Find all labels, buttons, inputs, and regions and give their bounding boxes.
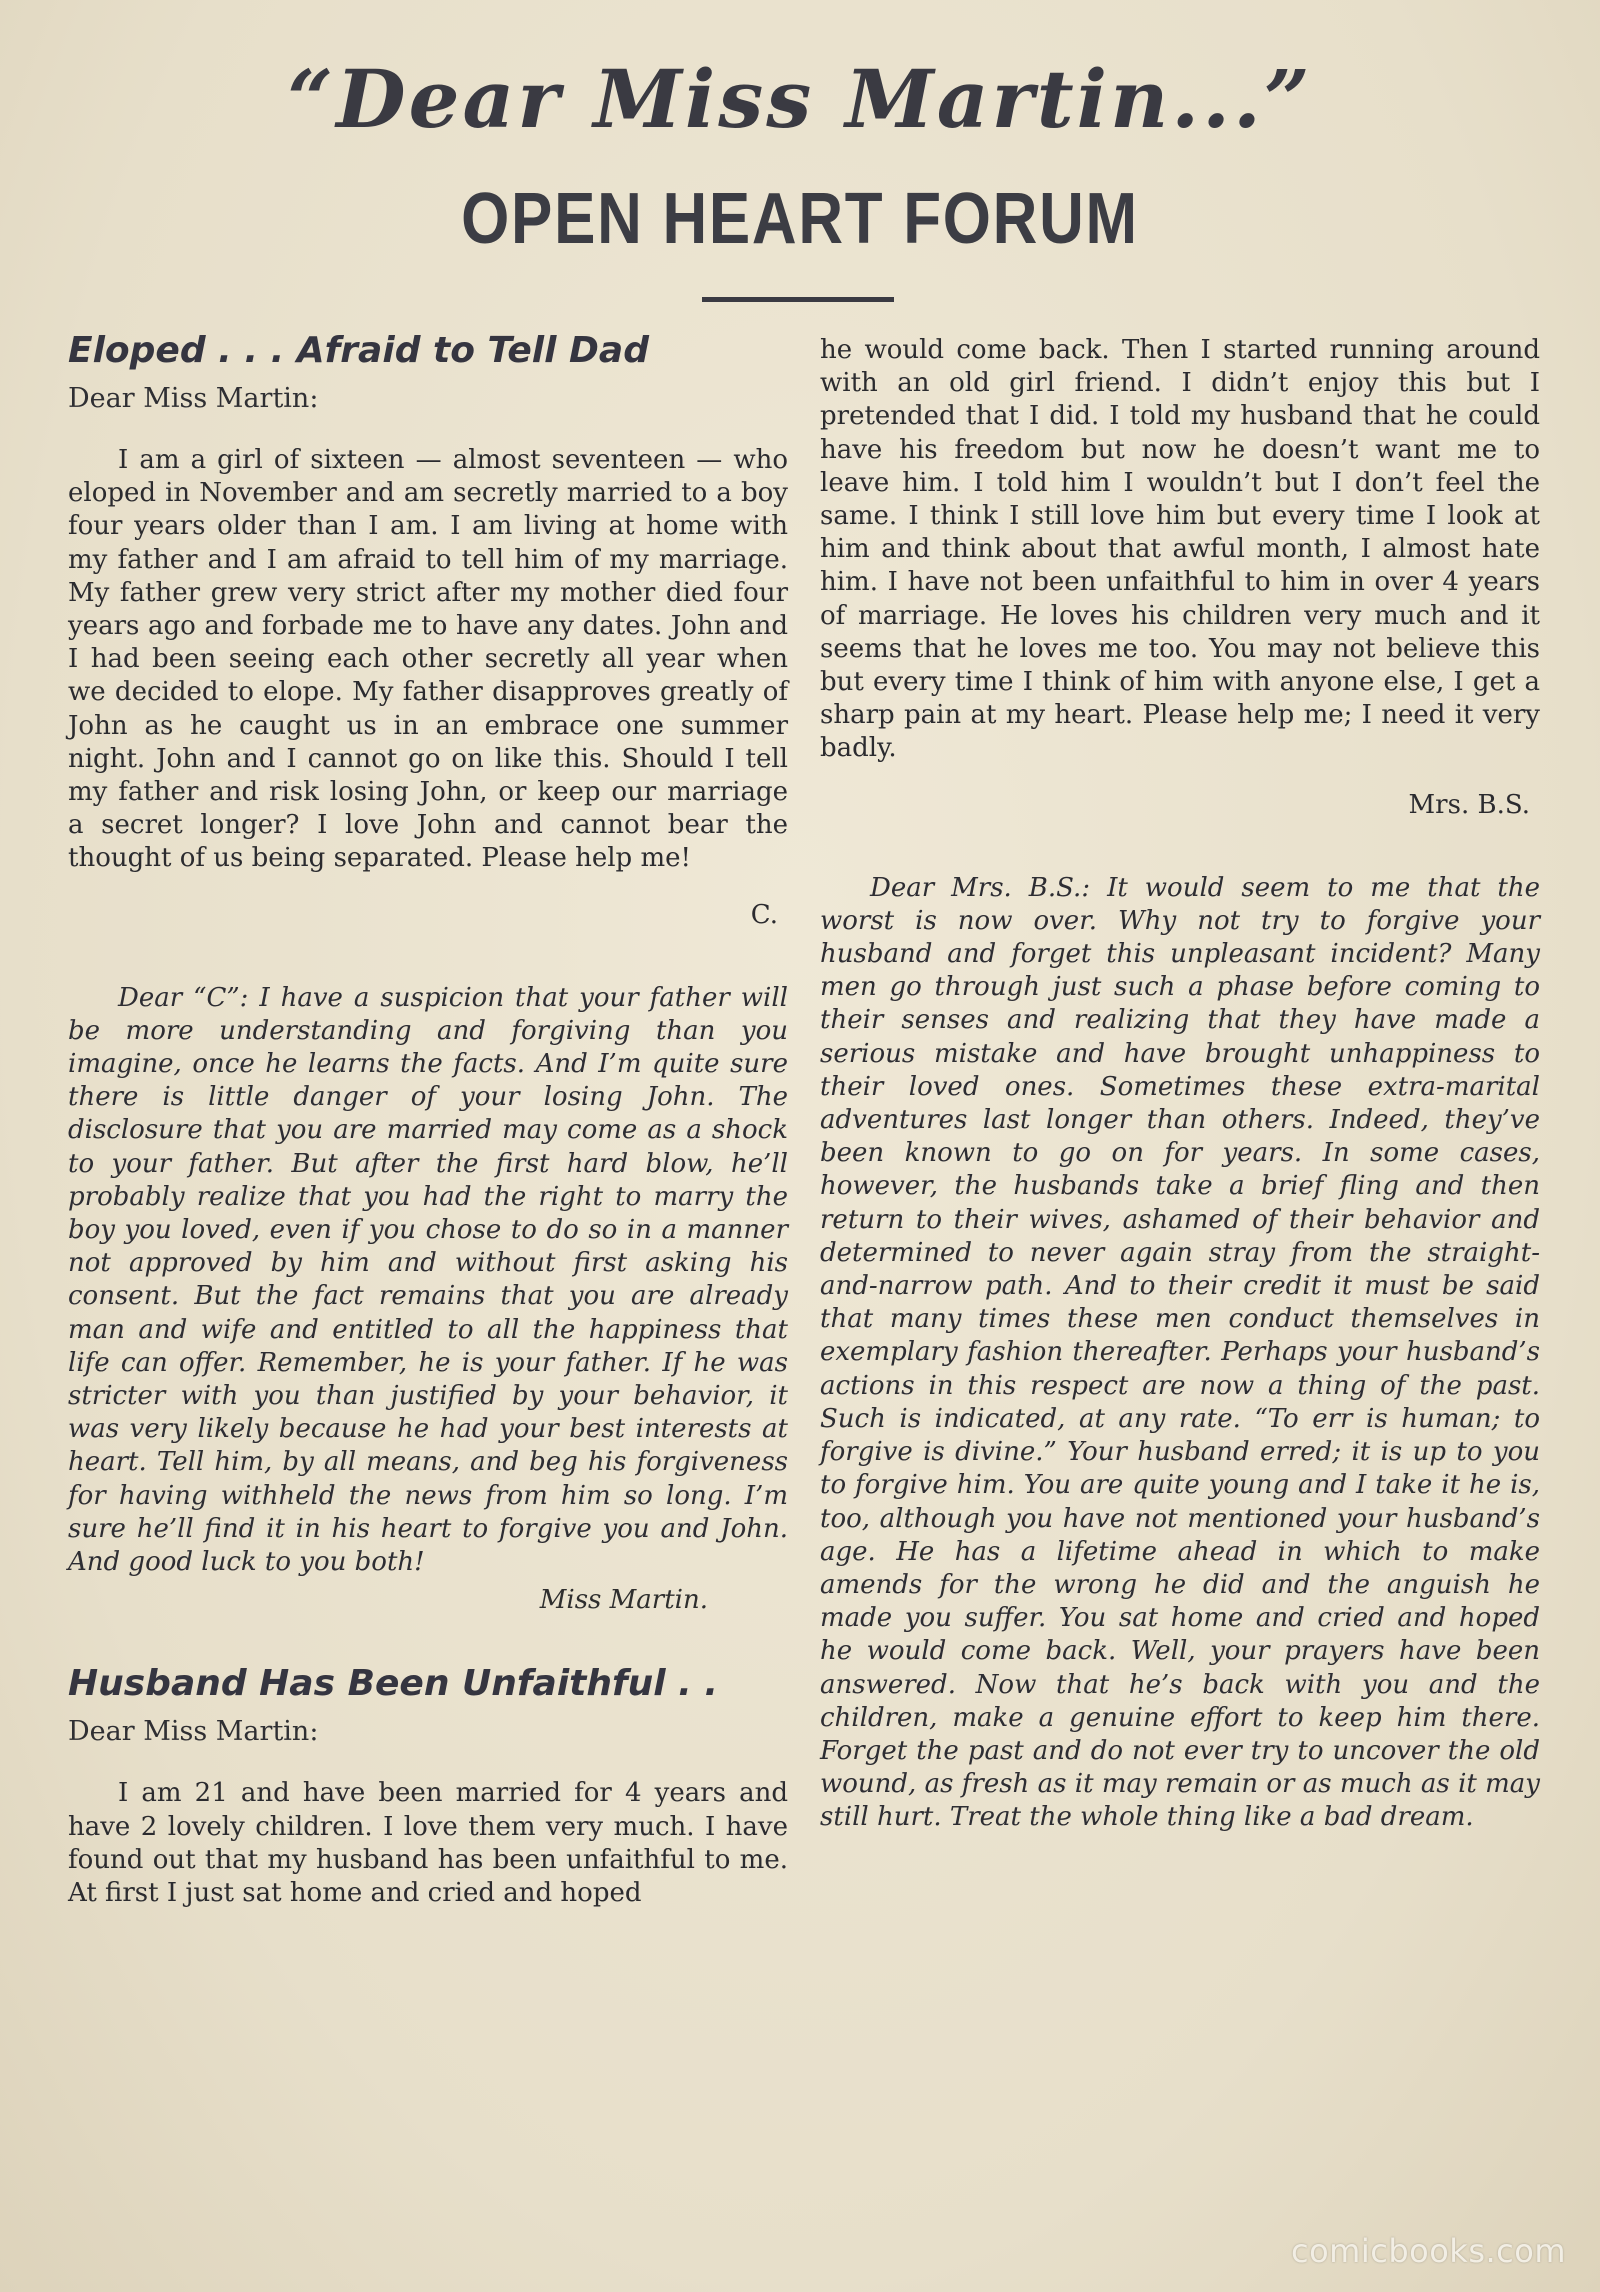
letter1-heading: Eloped . . . Afraid to Tell Dad xyxy=(68,330,649,371)
letter2-reply: Dear Mrs. B.S.: It would seem to me that the worst is now over. Why not try to forgive your husband and forget this unpleasant incident? Many men go through just such a phase before coming to their senses and realizing that they have made a serious mistake and have brought unhappiness to their loved ones. Sometimes these extra-marital adventures last longer than others. Indeed, they’ve been known to go on for years. In some cases, however, the husbands take a brief fling and then return to their wives, ashamed of their behavior and determined to never again stray from the straight-and-narrow path. And to their credit it must be said that many times these men conduct themselves in exemplary fashion thereafter. Perhaps your husband’s actions in this respect are now a thing of the past. Such is indicated, at any rate. “To err is human; to forgive is divine.” Your husband erred; it is up to you to forgive him. You are quite young and I take it he is, too, although you have not mentioned your husband’s age. He has a lifetime ahead in which to make amends for the wrong he did and the anguish he made you suffer. You sat home and cried and hoped he would come back. Well, your prayers have been answered. Now that he’s back with you and the children, make a genuine effort to keep him there. Forget the past and do not ever try to uncover the old wound, as fresh as it may remain or as much as it may still hurt. Treat the whole thing like a bad dream. xyxy=(820,872,1540,1833)
letter2-signature: Mrs. B.S. xyxy=(1408,789,1530,820)
main-title: OPEN HEART FORUM xyxy=(461,179,1139,259)
letter1-reply: Dear “C”: I have a suspicion that your father will be more understanding and forgiving than you imagine, once he learns the facts. And I’m quite sure there is little danger of your losing John. The disclosure that you are married may come as a shock to your father. But after the first hard blow, he’ll probably realize that you had the right to marry the boy you loved, even if you chose to do so in a manner not approved by him and without first asking his consent. But the fact remains that you are already man and wife and entitled to all the happiness that life can offer. Remember, he is your father. If he was stricter with you than justified by your behavior, it was very likely because he had your best interests at heart. Tell him, by all means, and beg his forgiveness for having withheld the news from him so long. I’m sure he’ll find it in his heart to forgive you and John. And good luck to you both! xyxy=(68,982,788,1578)
letter2-body-continued: he would come back. Then I started running around with an old girl friend. I didn’t enjoy this but I pretended that I did. I told my husband that he could have his freedom but now he doesn’t want me to leave him. I told him I wouldn’t but I don’t feel the same. I think I still love him but every time I look at him and think about that awful month, I almost hate him. I have not been unfaithful to him in over 4 years of marriage. He loves his children very much and it seems that he loves me too. You may not believe this but every time I think of him with anyone else, I get a sharp pain at my heart. Please help me; I need it very badly. xyxy=(820,335,1540,764)
site-watermark: comicbooks.com xyxy=(1290,2232,1566,2270)
letter2-body-start: I am 21 and have been married for 4 years and have 2 lovely children. I love them very much. I have found out that my husband has been unfaithful to me. At first I just sat home and cried and hoped xyxy=(68,1778,788,1908)
script-title: “Dear Miss Martin...” xyxy=(287,52,1313,146)
letter1-reply-signature: Miss Martin. xyxy=(539,1585,708,1616)
letter1-signature: C. xyxy=(750,899,778,930)
letter1-salutation: Dear Miss Martin: xyxy=(68,383,319,414)
letter1-body: I am a girl of sixteen — almost seventeen — who eloped in November and am secretly married to a boy four years older than I am. I am living at home with my father and I am afraid to tell him of my marriage. My father grew very strict after my mother died four years ago and forbade me to have any dates. John and I had been seeing each other secretly all year when we decided to elope. My father disapproves greatly of John as he caught us in an embrace one summer night. John and I cannot go on like this. Should I tell my father and risk losing John, or keep our marriage a secret longer? I love John and cannot bear the thought of us being separated. Please help me! xyxy=(68,445,788,874)
letter2-heading: Husband Has Been Unfaithful . . xyxy=(68,1663,719,1705)
title-divider xyxy=(702,297,894,302)
letter2-salutation: Dear Miss Martin: xyxy=(68,1716,319,1748)
right-column xyxy=(820,334,1540,1835)
left-column xyxy=(68,330,788,1910)
